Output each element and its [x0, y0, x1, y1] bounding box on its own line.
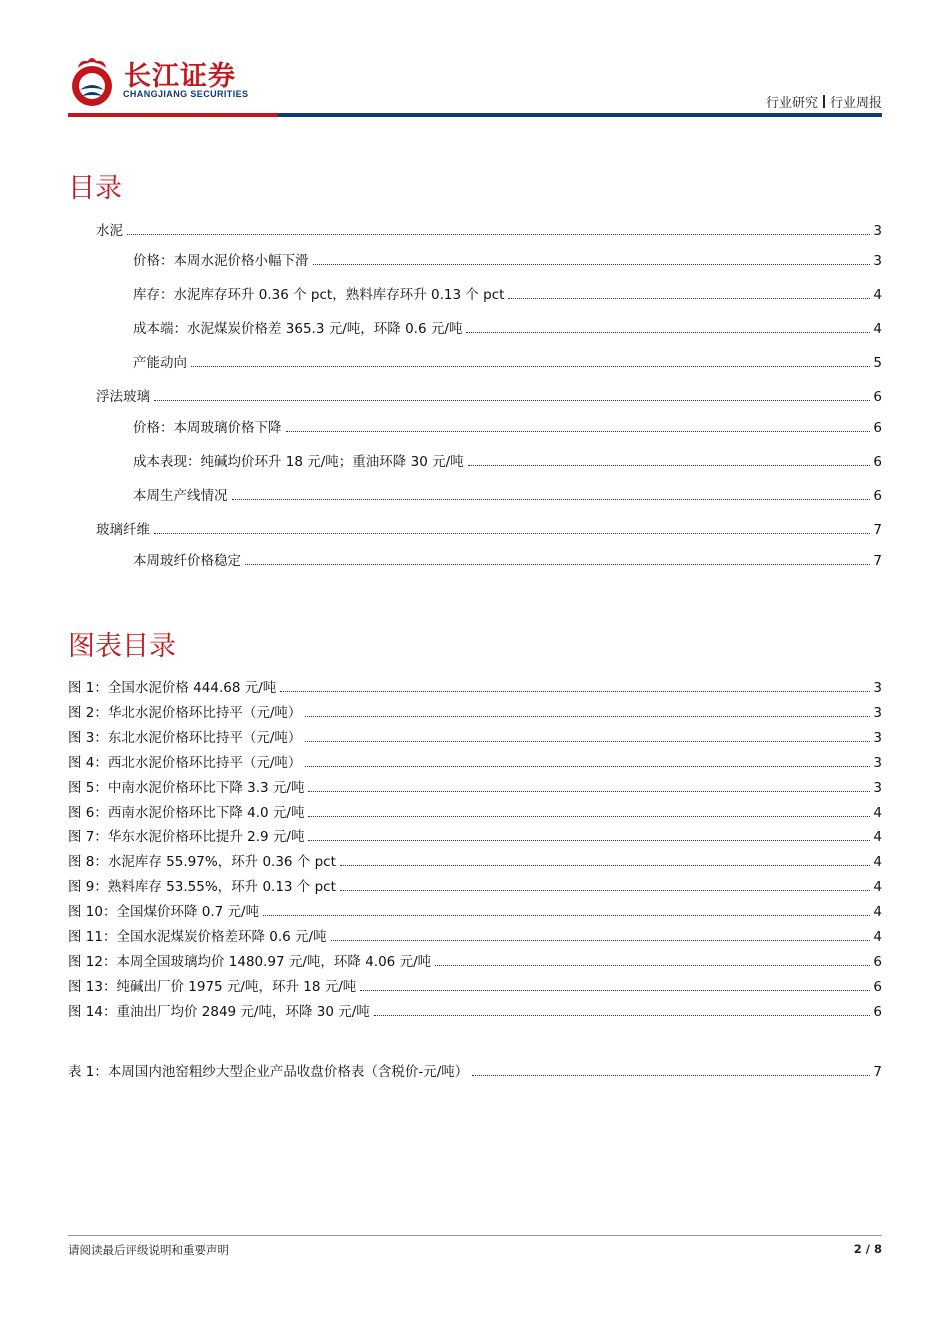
toc-entry-label[interactable]: 成本表现：纯碱均价环升 18 元/吨；重油环降 30 元/吨 — [133, 454, 464, 470]
figure-toc-entry[interactable] — [68, 852, 882, 872]
dot-leader — [286, 418, 871, 432]
toc-entry-page[interactable]: 6 — [873, 488, 882, 504]
footer-rule — [68, 1235, 882, 1236]
toc-entry-label[interactable]: 图 12：本周全国玻璃均价 1480.97 元/吨，环降 4.06 元/吨 — [68, 953, 432, 970]
brand-name-en: CHANGJIANG SECURITIES — [123, 89, 249, 99]
header-rule-red — [68, 113, 278, 117]
dot-leader — [435, 952, 870, 966]
toc-entry-label[interactable]: 库存：水泥库存环升 0.36 个 pct，熟料库存环升 0.13 个 pct — [133, 287, 505, 303]
dot-leader — [308, 778, 870, 792]
dot-leader — [374, 1002, 871, 1016]
figure-toc-entry[interactable] — [68, 778, 882, 798]
toc-entry-page[interactable]: 3 — [873, 779, 882, 796]
toc-entry[interactable] — [96, 387, 882, 407]
toc-entry-page[interactable]: 4 — [873, 804, 882, 821]
dot-leader — [191, 353, 870, 367]
figure-toc-entry[interactable] — [68, 753, 882, 773]
figure-toc-entry[interactable] — [68, 1002, 882, 1022]
footer-disclaimer[interactable]: 请阅读最后评级说明和重要声明 — [68, 1243, 229, 1257]
toc-entry-page[interactable]: 3 — [873, 704, 882, 721]
toc-entry-page[interactable]: 6 — [873, 420, 882, 436]
toc-entry[interactable] — [133, 353, 882, 373]
figure-toc-entry[interactable] — [68, 678, 882, 698]
dot-leader — [308, 803, 870, 817]
toc-entry-page[interactable]: 3 — [873, 729, 882, 746]
toc-entry-page[interactable]: 7 — [873, 553, 882, 569]
toc-entry[interactable] — [133, 452, 882, 472]
toc-entry-page[interactable]: 7 — [873, 1064, 882, 1080]
toc-entry[interactable] — [133, 251, 882, 271]
figure-toc-entry[interactable] — [68, 977, 882, 997]
dot-leader — [331, 927, 871, 941]
toc-entry-label[interactable]: 图 11：全国水泥煤炭价格差环降 0.6 元/吨 — [68, 929, 327, 945]
brand-name-cn: 长江证券 — [124, 61, 236, 92]
toc-entry-page[interactable]: 4 — [873, 287, 882, 303]
dot-leader — [305, 703, 870, 717]
toc-entry-label[interactable]: 玻璃纤维 — [96, 522, 150, 538]
toc-entry-page[interactable]: 6 — [873, 454, 882, 470]
toc-entry[interactable] — [133, 319, 882, 339]
figure-toc-entry[interactable] — [68, 827, 882, 847]
toc-entry-page[interactable]: 4 — [873, 321, 882, 337]
toc-entry-page[interactable]: 3 — [873, 680, 882, 696]
toc-entry-label[interactable]: 图 10：全国煤价环降 0.7 元/吨 — [68, 904, 260, 921]
dot-leader — [468, 452, 871, 466]
toc-entry-label[interactable]: 水泥 — [96, 223, 123, 239]
toc-entry-label[interactable]: 表 1：本周国内池窑粗纱大型企业产品收盘价格表（含税价-元/吨） — [68, 1064, 469, 1080]
dot-leader — [127, 221, 870, 235]
toc-entry-label[interactable]: 产能动向 — [133, 355, 187, 371]
toc-entry-page[interactable]: 3 — [873, 754, 882, 771]
page-header — [68, 44, 882, 122]
toc-entry-label[interactable]: 价格：本周玻璃价格下降 — [133, 420, 282, 436]
page-number: 2 / 8 — [853, 1242, 882, 1256]
toc-entry-label[interactable]: 图 14：重油出厂均价 2849 元/吨，环降 30 元/吨 — [68, 1003, 370, 1020]
toc-entry-label[interactable]: 浮法玻璃 — [96, 389, 150, 405]
figure-toc-entry[interactable] — [68, 728, 882, 748]
dot-leader — [340, 852, 871, 866]
toc-entry-label[interactable]: 图 3：东北水泥价格环比持平（元/吨） — [68, 729, 302, 746]
toc-entry-page[interactable]: 3 — [873, 253, 882, 269]
figures-toc-title: 图表目录 — [68, 631, 176, 662]
toc-entry-page[interactable]: 6 — [873, 953, 882, 970]
tag-industry-weekly: 行业周报 — [829, 96, 882, 111]
dot-leader — [305, 728, 870, 742]
toc-entry-page[interactable]: 6 — [873, 389, 882, 405]
figure-toc-entry[interactable] — [68, 877, 882, 897]
toc-entry[interactable] — [133, 285, 882, 305]
toc-entry-label[interactable]: 图 6：西南水泥价格环比下降 4.0 元/吨 — [68, 804, 305, 821]
dot-leader — [154, 520, 870, 534]
figure-toc-entry[interactable] — [68, 703, 882, 723]
dot-leader — [360, 977, 870, 991]
dot-leader — [245, 551, 870, 565]
dot-leader — [313, 251, 871, 265]
toc-entry-page[interactable]: 5 — [873, 355, 882, 371]
toc-entry-page[interactable]: 4 — [873, 854, 882, 871]
toc-entry[interactable] — [133, 551, 882, 571]
toc-title: 目录 — [68, 173, 122, 204]
toc-entry-page[interactable]: 4 — [873, 879, 882, 896]
toc-entry-label[interactable]: 图 9：熟料库存 53.55%，环升 0.13 个 pct — [68, 879, 336, 896]
figure-toc-entry[interactable] — [68, 902, 882, 922]
toc-entry-label[interactable]: 图 7：华东水泥价格环比提升 2.9 元/吨 — [68, 829, 305, 846]
toc-entry-label[interactable]: 成本端：水泥煤炭价格差 365.3 元/吨，环降 0.6 元/吨 — [133, 321, 463, 337]
toc-entry-page[interactable]: 7 — [873, 522, 882, 538]
dot-leader — [154, 387, 870, 401]
toc-entry-label[interactable]: 本周玻纤价格稳定 — [133, 553, 241, 569]
toc-entry-label[interactable]: 图 2：华北水泥价格环比持平（元/吨） — [68, 704, 302, 721]
tag-separator — [823, 95, 825, 108]
toc-entry-page[interactable]: 3 — [873, 223, 882, 239]
figure-toc-entry[interactable] — [68, 952, 882, 972]
toc-entry-label[interactable]: 价格：本周水泥价格小幅下滑 — [133, 253, 309, 269]
toc-entry-label[interactable]: 图 8：水泥库存 55.97%，环升 0.36 个 pct — [68, 854, 336, 871]
header-rule-blue — [278, 113, 882, 117]
dot-leader — [340, 877, 871, 891]
toc-entry-label[interactable]: 图 4：西北水泥价格环比持平（元/吨） — [68, 754, 302, 771]
dot-leader — [466, 319, 870, 333]
toc-entry-page[interactable]: 4 — [873, 904, 882, 921]
toc-entry-label[interactable]: 本周生产线情况 — [133, 488, 228, 504]
dot-leader — [263, 902, 870, 916]
dot-leader — [280, 678, 870, 692]
toc-entry-label[interactable]: 图 1：全国水泥价格 444.68 元/吨 — [68, 680, 277, 696]
toc-entry[interactable] — [133, 418, 882, 438]
toc-entry-page[interactable]: 6 — [873, 1003, 882, 1020]
figure-toc-entry[interactable] — [68, 927, 882, 947]
dot-leader — [232, 486, 871, 500]
tag-industry-research: 行业研究 — [765, 96, 818, 111]
toc-entry[interactable] — [96, 520, 882, 540]
dot-leader — [508, 285, 870, 299]
toc-entry-page[interactable]: 4 — [873, 929, 882, 945]
dot-leader — [308, 827, 870, 841]
dot-leader — [472, 1062, 870, 1076]
figure-toc-entry[interactable] — [68, 803, 882, 823]
report-type-tags — [766, 92, 882, 111]
toc-entry-page[interactable]: 4 — [873, 829, 882, 846]
toc-entry-page[interactable]: 6 — [873, 978, 882, 995]
toc-entry[interactable] — [96, 221, 882, 241]
toc-entry-label[interactable]: 图 13：纯碱出厂价 1975 元/吨，环升 18 元/吨 — [68, 978, 357, 995]
toc-entry-label[interactable]: 图 5：中南水泥价格环比下降 3.3 元/吨 — [68, 779, 305, 796]
dot-leader — [305, 753, 870, 767]
toc-entry[interactable] — [133, 486, 882, 506]
table-toc-entry[interactable] — [68, 1062, 882, 1082]
